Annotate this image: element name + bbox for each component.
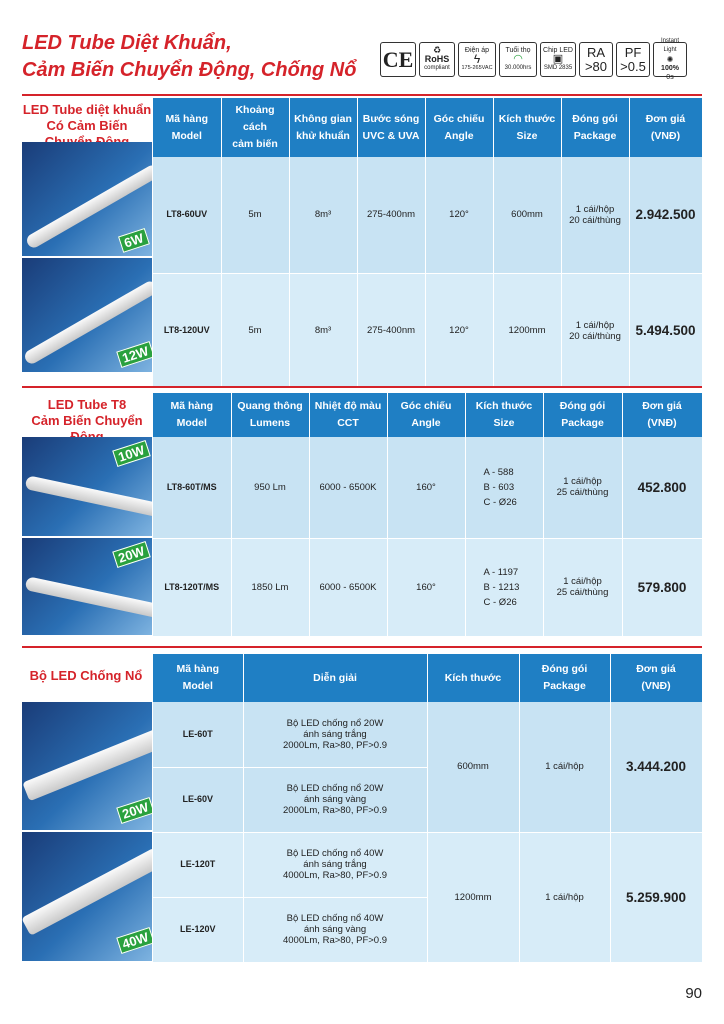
- header-package: [561, 98, 629, 157]
- header-text: Diễn giải: [313, 671, 357, 684]
- header-text: Khoảng cách: [235, 104, 275, 133]
- page-number: 90: [685, 985, 702, 1002]
- section-label-line-1: LED Tube T8: [47, 397, 127, 412]
- header-sub: cảm biến: [232, 138, 278, 150]
- header-price: [622, 393, 702, 437]
- header-angle: [425, 98, 493, 157]
- size-b: B - 603: [483, 481, 515, 493]
- product-table: [153, 393, 703, 637]
- description-line-2: ánh sáng vàng: [303, 794, 367, 805]
- instant-label: Instant Light: [660, 38, 679, 53]
- description-line-3: 4000Lm, Ra>80, PF>0.9: [282, 870, 388, 881]
- header-model: [153, 98, 221, 157]
- watt-badge: 6W: [118, 228, 149, 253]
- space-cell: 8m³: [289, 273, 357, 388]
- size-cell: [465, 538, 543, 636]
- package-cell: [561, 273, 629, 388]
- package-line-2: 20 cái/thùng: [569, 330, 621, 342]
- table-row: [153, 702, 702, 767]
- header-package: [519, 654, 610, 702]
- cct-cell: 6000 - 6500K: [309, 437, 387, 538]
- watt-badge: 40W: [116, 927, 152, 954]
- package-cell: 1 cái/hộp: [519, 702, 610, 832]
- product-image: [22, 437, 152, 537]
- watt-badge: 12W: [116, 341, 152, 368]
- description-cell: [243, 767, 427, 832]
- pf-badge: [616, 42, 650, 77]
- table-row: [153, 437, 702, 538]
- angle-cell: 160°: [387, 538, 465, 636]
- header-sub: Angle: [444, 129, 474, 142]
- header-text: Đóng gói: [559, 400, 606, 412]
- size-cell: 1200mm: [493, 273, 561, 388]
- wavelength-cell: 275-400nm: [357, 273, 425, 388]
- tube-image: [25, 475, 152, 518]
- package-cell: 1 cái/hộp: [519, 832, 610, 962]
- package-cell: [561, 157, 629, 273]
- header-model: [153, 654, 243, 702]
- voltage-label: Điện áp: [464, 47, 490, 54]
- price-cell: 5.494.500: [629, 273, 702, 388]
- section-motion-tube: [22, 393, 702, 636]
- instant-sub: 0s: [666, 74, 674, 81]
- fixture-image: [22, 727, 152, 802]
- price-cell: 2.942.500: [629, 157, 702, 273]
- header-text: Đơn giá: [642, 400, 682, 412]
- product-image: [22, 832, 152, 962]
- table-row: [153, 538, 702, 636]
- size-cell: 1200mm: [427, 832, 519, 962]
- header-sub: Size: [493, 417, 515, 429]
- cct-cell: 6000 - 6500K: [309, 538, 387, 636]
- angle-cell: 160°: [387, 437, 465, 538]
- header-text: Bước sóng: [362, 112, 420, 125]
- ra-label: RA: [586, 44, 606, 60]
- section-uv-tube: [22, 98, 702, 373]
- description-cell: [243, 702, 427, 767]
- header-text: Quang thông: [237, 400, 303, 412]
- ce-badge: [380, 42, 416, 77]
- size-cell: 600mm: [493, 157, 561, 273]
- model-cell: LE-60T: [153, 702, 243, 767]
- product-table: [153, 98, 703, 389]
- header-sub: Package: [573, 129, 617, 142]
- description-line-1: Bộ LED chống nổ 40W: [286, 913, 384, 924]
- header-size: [427, 654, 519, 702]
- header-text: Kích thước: [475, 400, 533, 412]
- model-cell: LE-60V: [153, 767, 243, 832]
- size-a: A - 1197: [483, 566, 519, 578]
- package-line-1: 1 cái/hộp: [563, 476, 602, 488]
- header-text: Góc chiếu: [400, 400, 452, 412]
- chip-value: SMD 2835: [543, 65, 573, 71]
- model-cell: LT8-60T/MS: [153, 437, 231, 538]
- header-model: [153, 393, 231, 437]
- section-label-line-2: Có Cảm Biến: [46, 118, 128, 133]
- angle-cell: 120°: [425, 273, 493, 388]
- instant-light-badge: [653, 38, 687, 81]
- model-cell: LT8-120T/MS: [153, 538, 231, 636]
- pf-label: PF: [624, 44, 642, 60]
- section-label-line-1: LED Tube diệt khuẩn: [22, 102, 152, 117]
- model-cell: LE-120V: [153, 897, 243, 962]
- header-size: [493, 98, 561, 157]
- header-description: [243, 654, 427, 702]
- header-price: [629, 98, 702, 157]
- size-c: C - Ø26: [483, 496, 517, 508]
- price-cell: 452.800: [622, 437, 702, 538]
- header-text: Mã hàng: [165, 112, 209, 125]
- title-line-2: Cảm Biến Chuyển Động, Chống Nổ: [22, 59, 357, 81]
- description-line-2: ánh sáng vàng: [303, 924, 367, 935]
- watt-badge: 20W: [116, 797, 152, 824]
- header-sub: Package: [543, 680, 586, 692]
- header-sub: (VNĐ): [650, 129, 681, 142]
- model-cell: LT8-120UV: [153, 273, 221, 388]
- header-distance: [221, 98, 289, 157]
- sun-icon: ✺: [666, 55, 674, 64]
- header-text: Góc chiếu: [433, 112, 485, 125]
- header-sub: Model: [182, 680, 213, 692]
- package-line-1: 1 cái/hộp: [575, 203, 615, 215]
- header-size: [465, 393, 543, 437]
- lightning-icon: ϟ: [473, 52, 481, 66]
- voltage-value: 175-265VAC: [461, 65, 493, 71]
- header-sub: UVC & UVA: [362, 129, 420, 142]
- fixture-image: [22, 848, 152, 936]
- ce-text: CE: [382, 47, 414, 72]
- instant-value: 100%: [661, 65, 679, 72]
- distance-cell: 5m: [221, 157, 289, 273]
- divider: [22, 646, 702, 648]
- lifetime-badge: [499, 42, 537, 77]
- description-cell: [243, 832, 427, 897]
- page-title: [22, 30, 372, 84]
- description-line-1: Bộ LED chống nổ 20W: [286, 783, 384, 794]
- header-cct: [309, 393, 387, 437]
- description-cell: [243, 897, 427, 962]
- size-b: B - 1213: [483, 581, 520, 593]
- product-table: [153, 654, 703, 963]
- rohs-badge: [419, 42, 455, 77]
- chip-label: Chip LED: [543, 47, 573, 54]
- lumens-cell: 950 Lm: [231, 437, 309, 538]
- description-line-2: ánh sáng trắng: [303, 728, 367, 740]
- header-text: Mã hàng: [170, 400, 214, 412]
- description-line-3: 2000Lm, Ra>80, PF>0.9: [282, 739, 388, 751]
- product-image: [22, 258, 152, 373]
- watt-badge: 10W: [112, 440, 150, 467]
- header-sub: Lumens: [249, 417, 291, 429]
- size-a: A - 588: [483, 466, 514, 478]
- price-cell: 5.259.900: [610, 832, 702, 962]
- header-lumens: [231, 393, 309, 437]
- table-row: [153, 157, 702, 273]
- header-price: [610, 654, 702, 702]
- pf-value: >0.5: [620, 58, 646, 74]
- package-cell: [543, 437, 622, 538]
- package-line-2: 25 cái/thùng: [556, 487, 609, 499]
- header-text: Đơn giá: [645, 112, 686, 125]
- ra-value: >80: [584, 58, 608, 74]
- header-sub: Package: [561, 417, 604, 429]
- product-image: [22, 142, 152, 257]
- package-line-1: 1 cái/hộp: [575, 319, 615, 331]
- package-line-1: 1 cái/hộp: [563, 576, 602, 587]
- lumens-cell: 1850 Lm: [231, 538, 309, 636]
- divider: [22, 94, 702, 96]
- description-line-1: Bộ LED chống nổ 40W: [286, 848, 384, 859]
- rohs-text: RoHS: [424, 54, 450, 64]
- header-sub: (VNĐ): [647, 417, 677, 429]
- package-cell: [543, 538, 622, 636]
- description-line-3: 2000Lm, Ra>80, PF>0.9: [282, 805, 388, 816]
- package-line-2: 20 cái/thùng: [569, 214, 621, 226]
- header-sub: Model: [176, 417, 207, 429]
- section-label-line-2: Cảm Biến Chuyển: [31, 413, 143, 428]
- package-line-2: 25 cái/thùng: [556, 587, 609, 598]
- description-line-3: 4000Lm, Ra>80, PF>0.9: [282, 935, 388, 946]
- section-explosion-proof: [22, 654, 702, 962]
- header-text: Không gian: [294, 112, 352, 125]
- certification-badges: [380, 38, 687, 81]
- header-sub: Size: [516, 129, 538, 142]
- header-text: Kích thước: [498, 112, 556, 125]
- table-row: [153, 832, 702, 897]
- header-sub: Model: [171, 129, 202, 142]
- header-text: Nhiệt độ màu: [314, 400, 382, 412]
- life-label: Tuổi thọ: [505, 47, 531, 54]
- recycle-icon: ♻: [432, 45, 442, 55]
- wavelength-cell: 275-400nm: [357, 157, 425, 273]
- description-line-1: Bộ LED chống nổ 20W: [286, 717, 384, 729]
- voltage-badge: [458, 42, 496, 77]
- description-line-2: ánh sáng trắng: [303, 859, 367, 870]
- product-image: [22, 702, 152, 831]
- header-package: [543, 393, 622, 437]
- price-cell: 3.444.200: [610, 702, 702, 832]
- header-text: Kích thước: [444, 671, 502, 684]
- product-image: [22, 538, 152, 636]
- size-cell: 600mm: [427, 702, 519, 832]
- chip-badge: [540, 42, 576, 77]
- distance-cell: 5m: [221, 273, 289, 388]
- header-text: Đóng gói: [572, 112, 618, 125]
- section-label: Bộ LED Chống Nổ: [29, 668, 143, 683]
- tube-image: [25, 576, 152, 619]
- chip-icon: ▣: [552, 53, 564, 65]
- header-sub: Angle: [411, 417, 441, 429]
- header-sub: CCT: [337, 417, 359, 429]
- header-sub: (VNĐ): [641, 680, 671, 692]
- angle-cell: 120°: [425, 157, 493, 273]
- header-space: [289, 98, 357, 157]
- header-text: Mã hàng: [176, 663, 220, 675]
- watt-badge: 20W: [112, 541, 150, 568]
- model-cell: LE-120T: [153, 832, 243, 897]
- header-angle: [387, 393, 465, 437]
- header-sub: khử khuẩn: [296, 129, 350, 142]
- size-cell: [465, 437, 543, 538]
- header-wavelength: [357, 98, 425, 157]
- header-text: Đóng gói: [541, 663, 588, 675]
- size-c: C - Ø26: [483, 596, 517, 608]
- header-text: Đơn giá: [636, 663, 676, 675]
- life-value: 30.000hrs: [504, 65, 532, 71]
- model-cell: LT8-60UV: [153, 157, 221, 273]
- price-cell: 579.800: [622, 538, 702, 636]
- title-line-1: LED Tube Diệt Khuẩn,: [22, 32, 232, 54]
- ra-badge: [579, 42, 613, 77]
- space-cell: 8m³: [289, 157, 357, 273]
- gauge-icon: ◠: [513, 53, 523, 65]
- table-row: [153, 273, 702, 388]
- divider: [22, 386, 702, 388]
- rohs-sub: compliant: [424, 65, 450, 71]
